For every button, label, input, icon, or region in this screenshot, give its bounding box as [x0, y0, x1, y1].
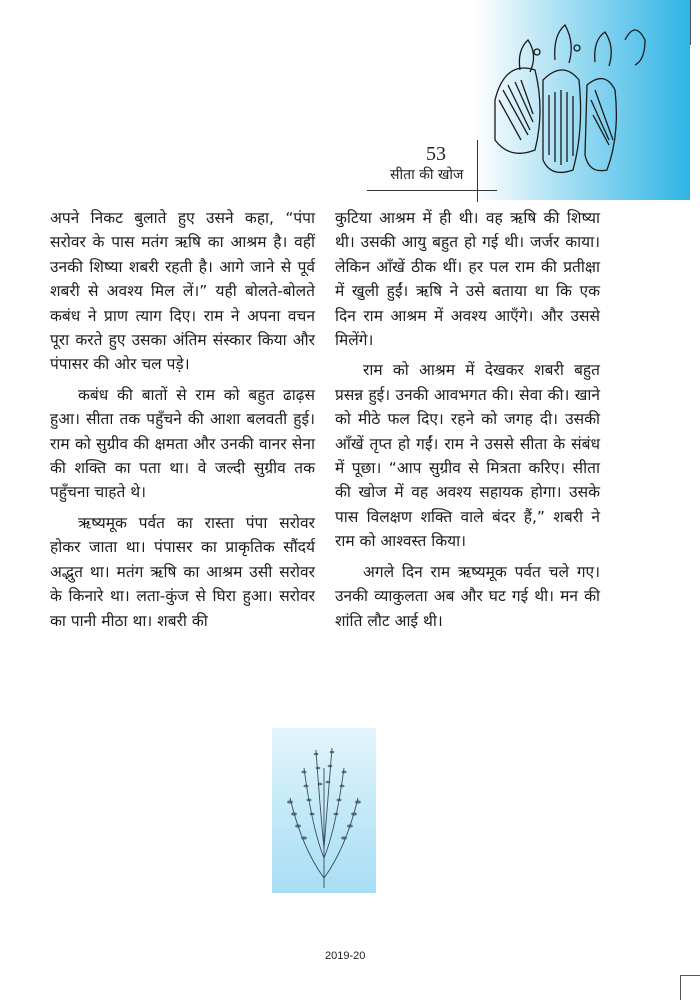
- header-illustration: [475, 0, 690, 200]
- left-column: [50, 206, 315, 633]
- footer-year: 2019-20: [325, 950, 366, 962]
- paragraph: ऋष्यमूक पर्वत का रास्ता पंपा सरोवर होकर जाता था। पंपासर का प्राकृतिक सौंदर्य अद्भुत था। मतंग ऋषि का आश्रम उसी सरोवर के किनारे था। लता-कुंज से घिरा हुआ। सरोवर का पानी मीठा था। शबरी की: [50, 513, 315, 630]
- plant-sketch-icon: [272, 728, 376, 893]
- paragraph: कबंध की बातों से राम को बहुत ढाढ़स हुआ। सीता तक पहुँचने की आशा बलवती हुई। राम को सुग्रीव की क्षमता और उनकी वानर सेना की शक्ति का पता था। वे जल्दी सुग्रीव तक पहुँचना चाहते थे।: [50, 385, 315, 502]
- running-title: सीता की खोज: [390, 167, 464, 183]
- page-number: 53: [426, 143, 446, 165]
- paragraph: राम को आश्रम में देखकर शबरी बहुत प्रसन्न हुई। उनकी आवभगत की। सेवा की। खाने को मीठे फल दिए। रहने को जगह दी। उसकी आँखें तृप्त हो गईं। राम ने उससे सीता के संबंध में पूछा। “आप सुग्रीव से मित्रता करिए। सीता की खोज में वह अवश्य सहायक होगा। उसके पास विलक्षण शक्ति वाले बंदर हैं,” शबरी ने राम को आश्वस्त किया।: [335, 361, 600, 551]
- plant-illustration: [272, 728, 376, 893]
- header-vertical-rule: [477, 140, 478, 202]
- paragraph: अगले दिन राम ऋष्यमूक पर्वत चले गए। उनकी व्याकुलता अब और घट गई थी। मन की शांति लौट आई थी।: [335, 562, 600, 630]
- right-column: [335, 206, 600, 633]
- crop-mark-bottom: [680, 975, 700, 1000]
- paragraph: कुटिया आश्रम में ही थी। वह ऋषि की शिष्या थी। उसकी आयु बहुत हो गई थी। जर्जर काया। लेकिन आँखें ठीक थीं। हर पल राम की प्रतीक्षा में खुली हुईं। ऋषि ने उसे बताया था कि एक दिन राम आश्रम में अवश्य आएँगे। और उससे मिलेंगे।: [335, 209, 600, 350]
- tribal-sketch-icon: [475, 0, 690, 200]
- paragraph: अपने निकट बुलाते हुए उसने कहा, “पंपा सरोवर के पास मतंग ऋषि का आश्रम है। वहीं उनकी शिष्या शबरी रहती है। आगे जाने से पूर्व शबरी से अवश्य मिल लें।” यही बोलते-बोलते कबंध ने प्राण त्याग दिए। राम ने अपना वचन पूरा करते हुए उसका अंतिम संस्कार किया और पंपासर की ओर चल पड़े।: [50, 209, 315, 374]
- header-horizontal-rule: [367, 190, 497, 191]
- crop-mark-top: [690, 0, 691, 45]
